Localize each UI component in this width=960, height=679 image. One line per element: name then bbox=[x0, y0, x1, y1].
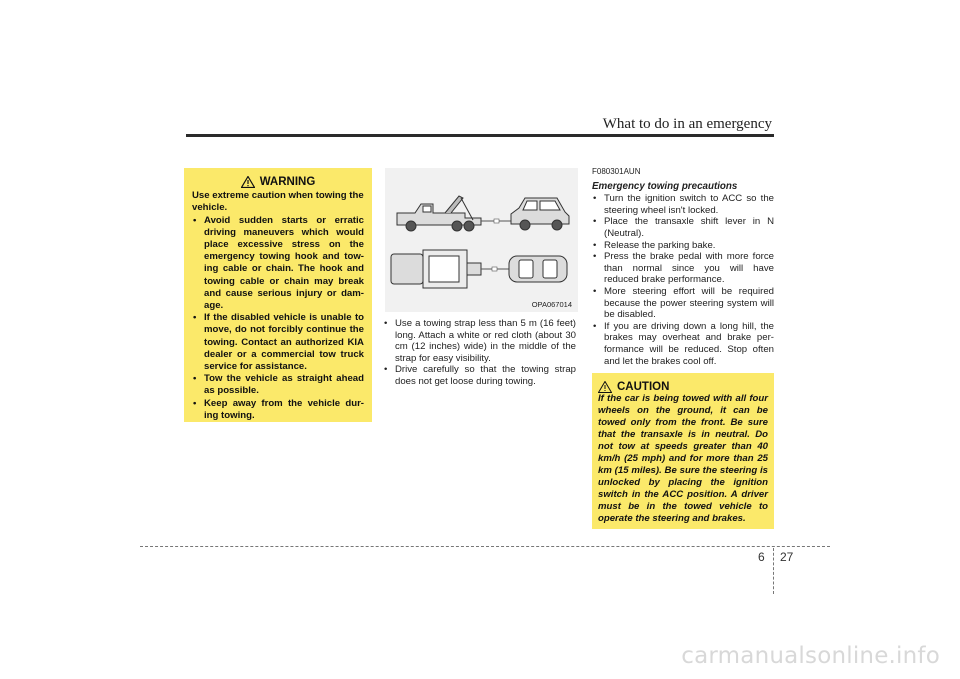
caution-title: CAUTION bbox=[617, 381, 670, 393]
precaution-item: • If you are driving down a long hill, the brakes may overheat and brake per-formance will be reduced. Stop often and let the brakes cool off. bbox=[592, 321, 774, 367]
page-number: 27 bbox=[780, 550, 794, 564]
precaution-item: • Release the parking bake. bbox=[592, 240, 774, 252]
watermark: carmanualsonline.info bbox=[681, 643, 940, 669]
precaution-item: • Place the transaxle shift lever in N (Neutral). bbox=[592, 216, 774, 239]
tow-truck-top-view bbox=[391, 250, 481, 288]
chapter-number: 6 bbox=[758, 550, 765, 564]
precaution-item: • Turn the ignition switch to ACC so the steering wheel isn't locked. bbox=[592, 193, 774, 216]
towing-illustration bbox=[385, 168, 578, 312]
towing-diagram bbox=[385, 168, 578, 312]
precautions-heading: Emergency towing precautions bbox=[592, 180, 738, 192]
warning-title: WARNING bbox=[259, 176, 316, 188]
towing-precautions bbox=[592, 166, 774, 367]
footer-rule bbox=[140, 546, 830, 547]
caution-triangle-icon bbox=[598, 381, 612, 393]
instruction-item: • Use a towing strap less than 5 m (16 feet) long. Attach a white or red cloth (about 30 cm (12 inches) wide) in the middle of the strap for easy visibility. bbox=[383, 318, 576, 364]
header-rule bbox=[186, 134, 774, 137]
warning-item: • Keep away from the vehicle dur-ing towing. bbox=[192, 398, 364, 422]
warning-triangle-icon bbox=[241, 176, 255, 188]
warning-box bbox=[184, 168, 372, 422]
warning-list bbox=[192, 215, 364, 422]
towing-strap-instructions bbox=[383, 318, 576, 388]
warning-item: • Tow the vehicle as straight ahead as possible. bbox=[192, 373, 364, 397]
warning-heading bbox=[192, 176, 364, 188]
precaution-item: • Press the brake pedal with more force than normal since you will have reduced brake performance. bbox=[592, 251, 774, 286]
warning-item: • Avoid sudden starts or erratic driving maneuvers which would place excessive stress on the emergency towing hook and tow-ing cable or chain. The hook and towing cable or chain may break and cause serious injury or dam-age. bbox=[192, 215, 364, 313]
strap-flag-side bbox=[494, 219, 499, 223]
figure-code: OPA067014 bbox=[531, 300, 572, 309]
caution-heading bbox=[598, 381, 768, 393]
section-title: What to do in an emergency bbox=[602, 116, 772, 132]
precaution-item: • More steering effort will be required because the power steering system will be disabled. bbox=[592, 286, 774, 321]
warning-item: • If the disabled vehicle is unable to move, do not forcibly continue the towing. Contact an authorized KIA dealer or a commercial tow truck service for assistance. bbox=[192, 312, 364, 373]
instruction-item: • Drive carefully so that the towing strap does not get loose during towing. bbox=[383, 364, 576, 387]
caution-box bbox=[592, 373, 774, 529]
warning-intro: Use extreme caution when towing the vehicle. bbox=[192, 190, 364, 214]
towed-car-top-view bbox=[509, 256, 567, 282]
strap-flag-top bbox=[492, 267, 497, 271]
section-code: F080301AUN bbox=[592, 167, 641, 176]
towed-car-side-view bbox=[511, 198, 569, 230]
page-divider bbox=[773, 548, 775, 594]
tow-truck-side-view bbox=[397, 196, 481, 231]
caution-body: If the car is being towed with all four wheels on the ground, it can be towed only from the front. Be sure that the transaxle is in neutral. Do not tow at speeds greater than 40 km/h (25 mph) and for more than 25 km (15 miles). Be sure the steering is unlocked by placing the ignition switch in the ACC position. A driver must be in the towed vehicle to operate the steering and brakes. bbox=[598, 393, 768, 524]
